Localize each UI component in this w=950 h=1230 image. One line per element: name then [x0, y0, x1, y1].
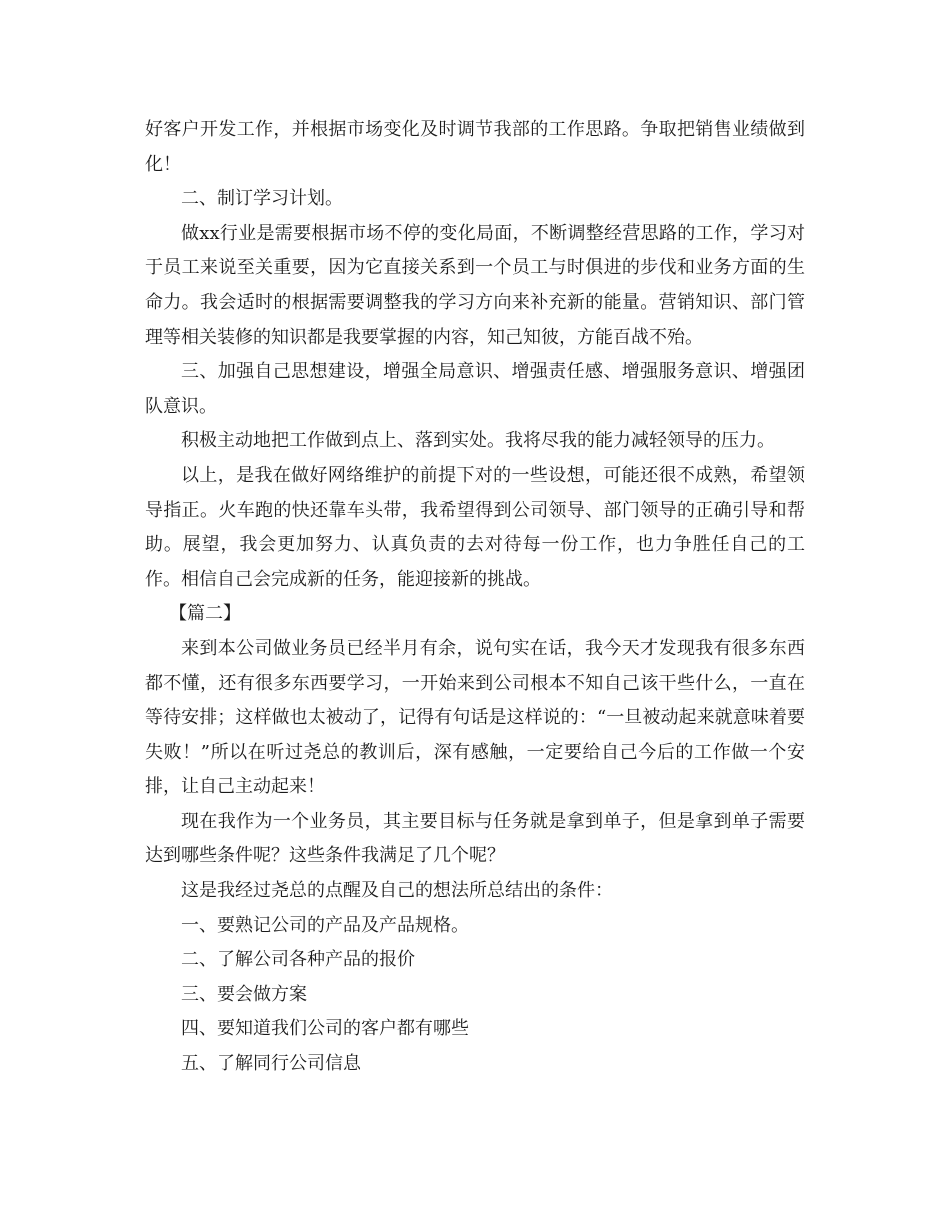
paragraph-goal: 现在我作为一个业务员，其主要目标与任务就是拿到单子，但是拿到单子需要达到哪些条件呢？这些条件我满足了几个呢？: [145, 810, 805, 867]
list-item-condition-4: 四、要知道我们公司的客户都有哪些: [181, 1018, 469, 1040]
list-item-condition-1: 一、要熟记公司的产品及产品规格。: [181, 914, 469, 936]
paragraph-continuation: 好客户开发工作，并根据市场变化及时调节我部的工作思路。争取把销售业绩做到化！: [145, 119, 805, 175]
list-item-condition-5: 五、了解同行公司信息: [181, 1053, 361, 1075]
section-heading-study-plan: 二、制订学习计划。: [181, 188, 343, 210]
paragraph-initiative: 积极主动地把工作做到点上、落到实处。我将尽我的能力减轻领导的压力。: [181, 430, 775, 452]
paragraph-conditions-intro: 这是我经过尧总的点醒及自己的想法所总结出的条件：: [181, 880, 613, 902]
paragraph-part-two-intro: 来到本公司做业务员已经半月有余，说句实在话，我今天才发现我有很多东西都不懂，还有很多东西要学习，一开始来到公司根本不知自己该干些什么，一直在等待安排；这样做也太被动了，记得有句话是这样说的：“一旦被动起来就意味着要失败！”所以在听过尧总的教训后，深有感触，一定要给自己今后的工作做一个安排，让自己主动起来！: [145, 637, 805, 798]
part-two-heading: 【篇二】: [169, 603, 241, 625]
list-item-condition-3: 三、要会做方案: [181, 983, 307, 1005]
paragraph-study-plan: 做xx行业是需要根据市场不停的变化局面，不断调整经营思路的工作，学习对于员工来说至关重要，因为它直接关系到一个员工与时俱进的步伐和业务方面的生命力。我会适时的根据需要调整我的学习方向来补充新的能量。营销知识、部门管理等相关装修的知识都是我要掌握的内容，知己知彼，方能百战不殆。: [145, 222, 805, 348]
section-heading-ideology: 三、加强自己思想建设，增强全局意识、增强责任感、增强服务意识、增强团队意识。: [145, 361, 805, 417]
document-body: [145, 113, 805, 1082]
list-item-condition-2: 二、了解公司各种产品的报价: [181, 949, 415, 971]
paragraph-conclusion: 以上，是我在做好网络维护的前提下对的一些设想，可能还很不成熟，希望领导指正。火车跑的快还靠车头带，我希望得到公司领导、部门领导的正确引导和帮助。展望，我会更加努力、认真负责的去对待每一份工作，也力争胜任自己的工作。相信自己会完成新的任务，能迎接新的挑战。: [145, 464, 805, 590]
